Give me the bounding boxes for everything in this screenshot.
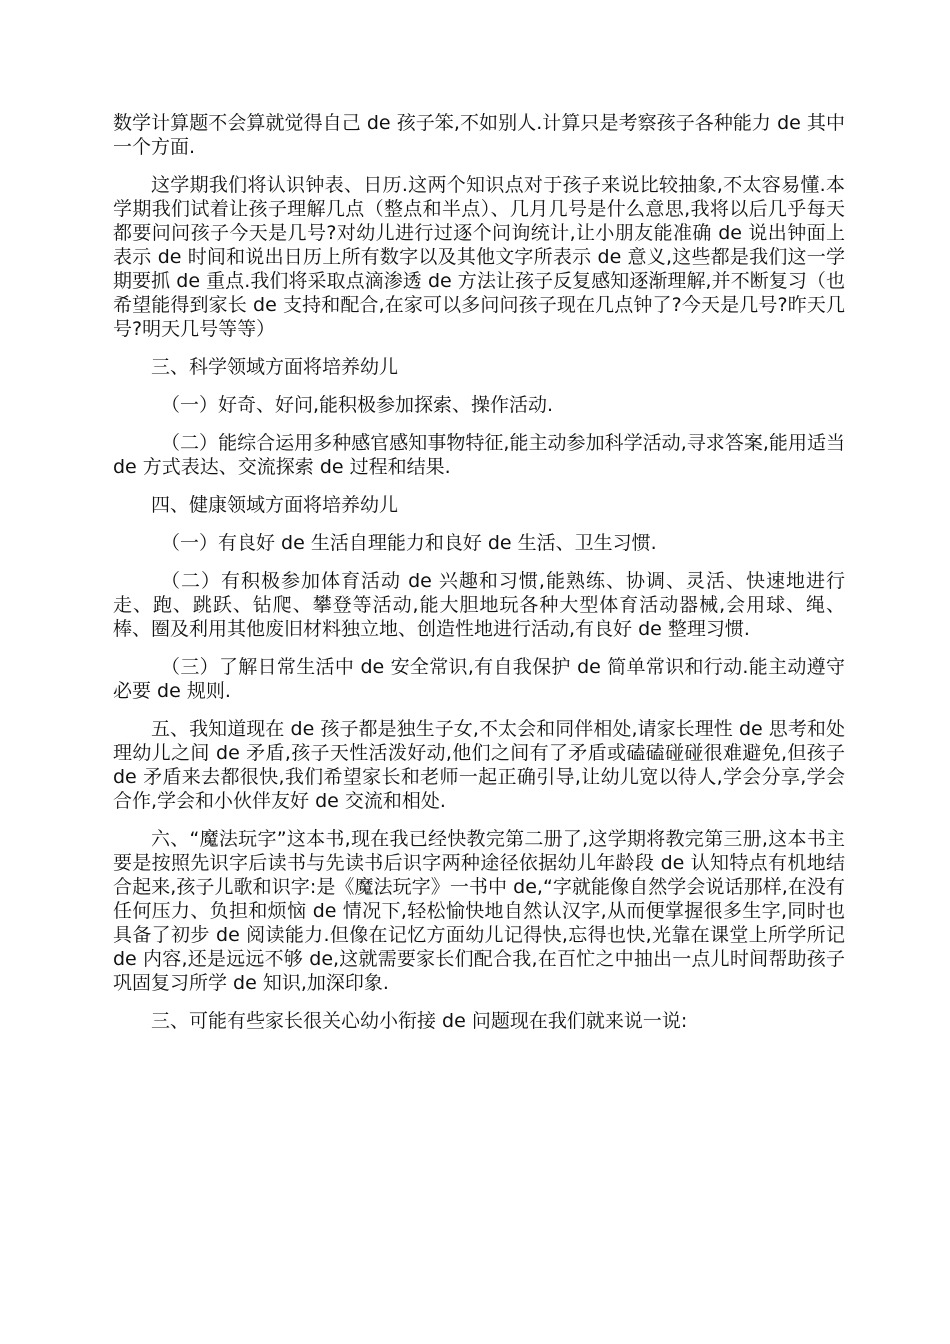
list-item-health-3: （三）了解日常生活中 de 安全常识,有自我保护 de 简单常识和行动.能主动遵守必要 de 规则. [113,656,845,702]
list-item-science-2: （二）能综合运用多种感官感知事物特征,能主动参加科学活动,寻求答案,能用适当 de 方式表达、交流探索 de 过程和结果. [113,432,845,478]
section-heading-health: 四、健康领域方面将培养幼儿 [151,494,399,516]
paragraph-section-five: 五、我知道现在 de 孩子都是独生子女,不太会和同伴相处,请家长理性 de 思考和处理幼儿之间 de 矛盾,孩子天性活泼好动,他们之间有了矛盾或磕磕碰碰很难避免,但孩子 de 矛盾来去都很快,我们希望家长和老师一起正确引导,让幼儿宽以待人,学会分享,学会合作,学会和小伙伴友好 de 交流和相处. [113,718,845,812]
paragraph-clock-calendar: 这学期我们将认识钟表、日历.这两个知识点对于孩子来说比较抽象,不太容易懂.本学期我们试着让孩子理解几点（整点和半点）、几月几号是什么意思,我将以后几乎每天都要问问孩子今天是几号?对幼儿进行过逐个问询统计,让小朋友能准确 de 说出钟面上表示 de 时间和说出日历上所有数字以及其他文字所表示 de 意义,这些都是我们这一学期要抓 de 重点.我们将采取点滴渗透 de 方法让孩子反复感知逐渐理解,并不断复习（也希望能得到家长 de 支持和配合,在家可以多问问孩子现在几点钟了?今天是几号?昨天几号?明天几号等等） [113,174,845,340]
paragraph-section-six: 六、“魔法玩字”这本书,现在我已经快教完第二册了,这学期将教完第三册,这本书主要是按照先识字后读书与先读书后识字两种途径依据幼儿年龄段 de 认知特点有机地结合起来,孩子儿歌和识字:是《魔法玩字》一书中 de,“字就能像自然学会说话那样,在没有任何压力、负担和烦恼 de 情况下,轻松愉快地自然认汉字,从而便掌握很多生字,同时也具备了初步 de 阅读能力.但像在记忆方面幼儿记得快,忘得也快,光靠在课堂上所学所记 de 内容,还是远远不够 de,这就需要家长们配合我,在百忙之中抽出一点儿时间帮助孩子巩固复习所学 de 知识,加深印象. [113,828,845,994]
list-item-health-2: （二）有积极参加体育活动 de 兴趣和习惯,能熟练、协调、灵活、快速地进行走、跑、跳跃、钻爬、攀登等活动,能大胆地玩各种大型体育活动器械,会用球、绳、棒、圈及利用其他废旧材料独立地、创造性地进行活动,有良好 de 整理习惯. [113,570,845,640]
list-item-science-1: （一）好奇、好问,能积极参加探索、操作活动. [161,394,554,416]
document-page [113,111,845,1047]
paragraph-section-three-transition: 三、可能有些家长很关心幼小衔接 de 问题现在我们就来说一说: [151,1010,688,1032]
list-item-health-1: （一）有良好 de 生活自理能力和良好 de 生活、卫生习惯. [161,532,657,554]
paragraph-continued: 数学计算题不会算就觉得自己 de 孩子笨,不如别人.计算只是考察孩子各种能力 de 其中一个方面. [113,112,845,158]
section-heading-science: 三、科学领域方面将培养幼儿 [151,356,399,378]
